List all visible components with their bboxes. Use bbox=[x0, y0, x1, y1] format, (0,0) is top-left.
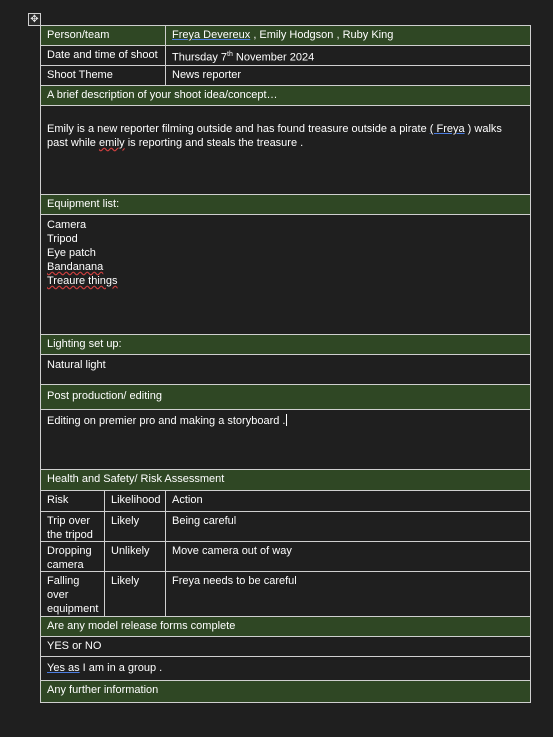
table-move-icon[interactable]: ✥ bbox=[28, 13, 41, 26]
equipment-list-row bbox=[41, 215, 530, 335]
date-day: Thursday 7 bbox=[172, 51, 228, 64]
person-team-row bbox=[41, 26, 530, 46]
action-column-header: Action bbox=[172, 494, 203, 506]
equipment-header: Equipment list: bbox=[47, 198, 120, 210]
description-body-row bbox=[41, 106, 530, 195]
shoot-theme-row bbox=[41, 66, 530, 86]
likelihood-column-header: Likelihood bbox=[105, 491, 166, 511]
likelihood-cell[interactable]: Likely bbox=[105, 512, 166, 541]
model-release-answer-row bbox=[41, 657, 530, 681]
other-names: , Emily Hodgson , Ruby King bbox=[250, 29, 394, 41]
post-production-value-row bbox=[41, 410, 530, 470]
table-row bbox=[41, 542, 530, 572]
post-production-header-row bbox=[41, 385, 530, 410]
risk-table-header-row bbox=[41, 491, 530, 512]
model-release-options[interactable]: YES or NO bbox=[47, 640, 102, 652]
equipment-list[interactable] bbox=[41, 215, 530, 334]
answer-text: I am in a group . bbox=[79, 662, 163, 674]
person-team-value[interactable] bbox=[166, 26, 530, 45]
risk-cell[interactable]: Dropping camera bbox=[41, 542, 105, 571]
desc-text-3: is reporting and steals the treasure . bbox=[124, 137, 304, 149]
text-cursor bbox=[286, 414, 287, 426]
description-header: A brief description of your shoot idea/concept… bbox=[47, 89, 278, 101]
post-production-text: Editing on premier pro and making a storyboard . bbox=[47, 415, 286, 427]
shoot-plan-table bbox=[40, 25, 531, 703]
date-month-year: November 2024 bbox=[232, 51, 315, 64]
post-production-value[interactable] bbox=[41, 410, 530, 469]
description-header-row bbox=[41, 86, 530, 106]
shoot-theme-value[interactable]: News reporter bbox=[172, 69, 242, 81]
equipment-item: Bandanana bbox=[47, 261, 104, 273]
health-safety-header-row bbox=[41, 470, 530, 491]
equipment-item: Tripod bbox=[47, 233, 78, 245]
risk-column-header: Risk bbox=[41, 491, 105, 511]
likelihood-cell[interactable]: Unlikely bbox=[105, 542, 166, 571]
lighting-header: Lighting set up: bbox=[47, 338, 122, 350]
equipment-item: Treaure things bbox=[47, 275, 118, 287]
table-row bbox=[41, 512, 530, 542]
likelihood-cell[interactable]: Likely bbox=[105, 572, 166, 616]
action-cell[interactable]: Move camera out of way bbox=[172, 545, 292, 557]
description-body[interactable] bbox=[41, 106, 530, 194]
model-release-header: Are any model release forms complete bbox=[47, 620, 236, 632]
model-release-options-row bbox=[41, 637, 530, 657]
date-time-row bbox=[41, 46, 530, 66]
desc-emily: emily bbox=[98, 137, 125, 149]
health-safety-header: Health and Safety/ Risk Assessment bbox=[47, 473, 225, 485]
desc-freya: ( Freya bbox=[429, 123, 465, 135]
person-team-label: Person/team bbox=[41, 26, 166, 45]
action-cell[interactable]: Being careful bbox=[172, 515, 237, 527]
equipment-item: Camera bbox=[47, 219, 87, 231]
name-freya: Freya Devereux bbox=[172, 29, 251, 41]
shoot-theme-label: Shoot Theme bbox=[41, 66, 166, 85]
model-release-header-row bbox=[41, 617, 530, 637]
lighting-header-row bbox=[41, 335, 530, 355]
model-release-answer[interactable] bbox=[41, 657, 530, 680]
equipment-header-row bbox=[41, 195, 530, 215]
risk-cell[interactable]: Falling over equipment bbox=[41, 572, 105, 616]
equipment-item: Eye patch bbox=[47, 247, 96, 259]
lighting-value[interactable]: Natural light bbox=[47, 359, 106, 371]
further-info-header: Any further information bbox=[47, 684, 159, 696]
risk-cell[interactable]: Trip over the tripod bbox=[41, 512, 105, 541]
date-suffix: th bbox=[227, 51, 233, 58]
desc-text-1: Emily is a new reporter filming outside and has found treasure outside a pirate bbox=[47, 123, 430, 135]
desc-text-2: ) walks past while bbox=[47, 123, 502, 149]
further-info-header-row bbox=[41, 681, 530, 702]
answer-yes: Yes as bbox=[47, 662, 80, 674]
date-time-label: Date and time of shoot bbox=[41, 46, 166, 65]
lighting-value-row bbox=[41, 355, 530, 385]
table-row bbox=[41, 572, 530, 617]
date-time-value[interactable] bbox=[166, 46, 530, 65]
post-production-header: Post production/ editing bbox=[47, 390, 162, 402]
action-cell[interactable]: Freya needs to be careful bbox=[172, 575, 297, 587]
